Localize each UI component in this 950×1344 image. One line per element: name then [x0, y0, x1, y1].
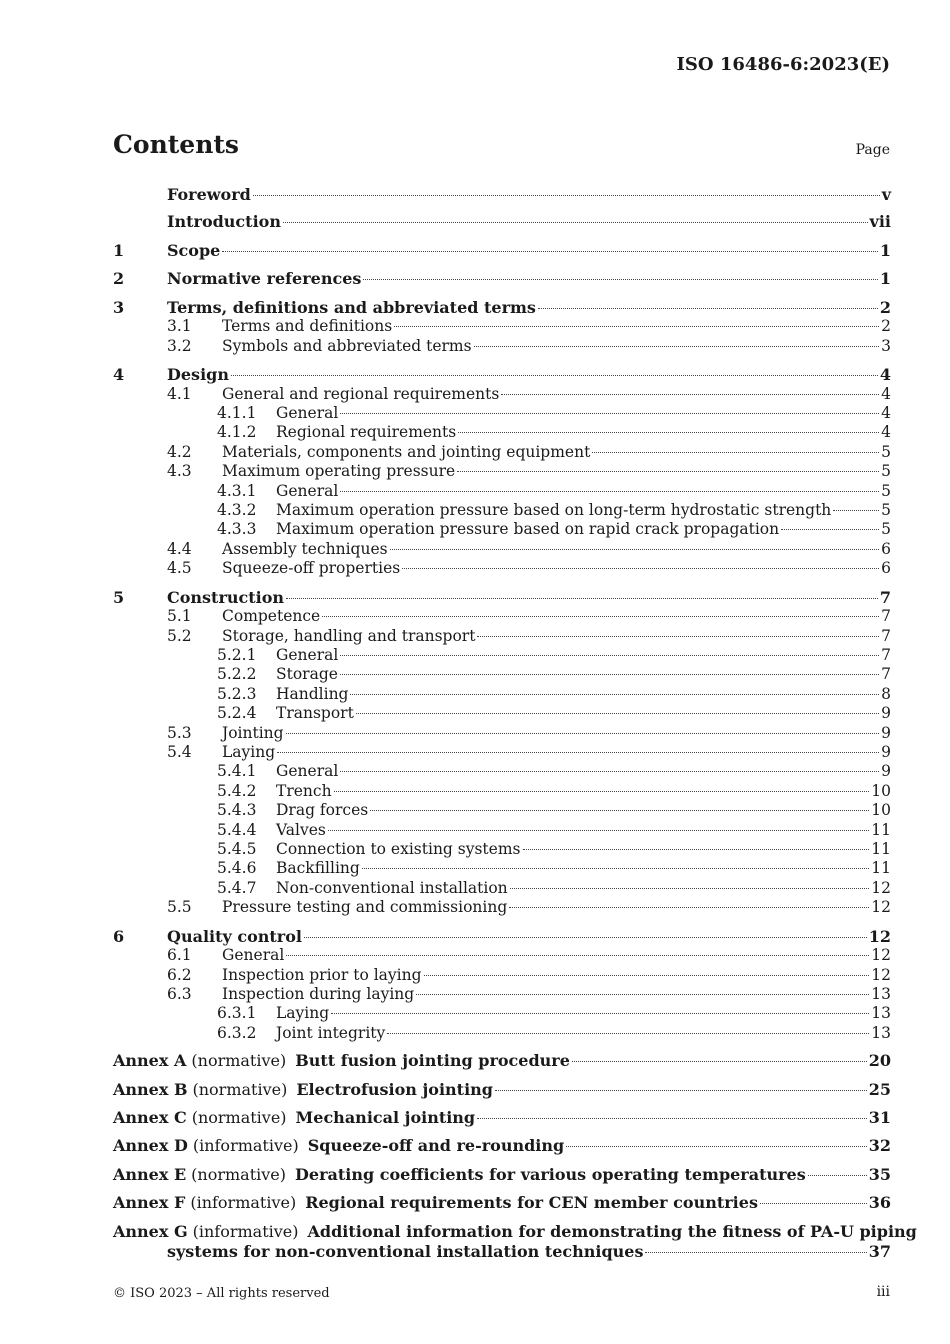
annex-title: Squeeze-off and re-rounding — [307, 1136, 565, 1156]
annex-page: 36 — [868, 1193, 891, 1213]
toc-entry-page: 5 — [881, 520, 891, 539]
toc-entry[interactable] — [113, 462, 891, 481]
toc-entry-title: Scope — [167, 240, 221, 260]
toc-entry-number: 5.2.2 — [217, 665, 257, 684]
toc-entry-title: Inspection prior to laying — [222, 965, 422, 984]
annex-label: Annex D — [113, 1136, 188, 1156]
toc-entry[interactable] — [113, 724, 891, 743]
toc-entry-number: 4.1.1 — [217, 404, 257, 423]
toc-entry-page: 9 — [881, 704, 891, 723]
toc-entry-title: Normative references — [167, 269, 362, 289]
toc-entry-page: 3 — [881, 336, 891, 355]
toc-entry-title: Valves — [276, 820, 326, 839]
toc-entry-title: General — [276, 481, 339, 500]
annex-page: 32 — [868, 1136, 891, 1156]
toc-entry-number: 2 — [113, 269, 125, 289]
toc-entry-page: 13 — [871, 1023, 891, 1042]
toc-entry-title: Design — [167, 365, 229, 385]
annex-second-line — [113, 1242, 891, 1262]
toc-entry-number: 5.5 — [167, 898, 192, 917]
toc-entry[interactable] — [113, 317, 891, 336]
dot-leader — [402, 568, 879, 569]
dot-leader — [322, 616, 879, 617]
toc-entry-number: 5.2 — [167, 626, 192, 645]
toc-entry-number: 6.3 — [167, 985, 192, 1003]
toc-entry-title: Foreword — [167, 185, 251, 204]
toc-entry-number: 4.2 — [167, 442, 192, 461]
toc-entry-page: 12 — [871, 898, 891, 917]
toc-entry-title: General — [276, 646, 339, 664]
annex-title: Butt fusion jointing procedure — [295, 1051, 570, 1071]
toc-entry-title: Drag forces — [276, 801, 369, 820]
toc-entry-title: Trench — [276, 781, 332, 800]
annex-label: Annex C — [113, 1108, 187, 1128]
dot-leader — [350, 694, 879, 695]
toc-entry-number: 6 — [113, 926, 125, 946]
dot-leader — [277, 752, 879, 753]
annex-entry[interactable] — [113, 1136, 891, 1155]
toc-entry-page: 7 — [881, 646, 891, 664]
toc-entry-page: 10 — [871, 781, 891, 800]
annex-label: Annex B — [113, 1079, 188, 1099]
toc-entry[interactable] — [113, 404, 891, 423]
toc-entry[interactable] — [113, 365, 891, 384]
toc-entry-page: 5 — [881, 442, 891, 461]
toc-entry-page: 2 — [879, 297, 891, 317]
toc-entry[interactable] — [113, 685, 891, 704]
toc-entry[interactable] — [113, 782, 891, 801]
annex-entry[interactable] — [113, 1080, 891, 1099]
toc-entry-page: 10 — [871, 801, 891, 820]
annex-type: (normative) — [191, 1051, 287, 1071]
toc-entry[interactable] — [113, 520, 891, 539]
toc-entry-page: 13 — [871, 985, 891, 1003]
toc-entry-number: 6.1 — [167, 946, 192, 965]
toc-entry-number: 4.1 — [167, 384, 192, 403]
dot-leader — [370, 810, 869, 811]
toc-entry-number: 5.4.2 — [217, 781, 257, 800]
toc-entry-page: 4 — [881, 384, 891, 403]
annex-entry[interactable] — [113, 1165, 891, 1184]
dot-leader — [457, 471, 879, 472]
toc-entry-number: 1 — [113, 240, 125, 260]
dot-leader — [340, 491, 879, 492]
toc-entry[interactable] — [113, 269, 891, 288]
toc-entry-page: 7 — [879, 587, 891, 607]
dot-leader — [387, 1033, 869, 1034]
toc-entry-number: 6.3.1 — [217, 1004, 257, 1023]
toc-entry[interactable] — [113, 443, 891, 462]
toc-entry-title: Backfilling — [276, 859, 360, 878]
annex-title: Additional information for demonstrating the fitness of PA-U piping — [307, 1221, 917, 1241]
dot-leader — [334, 791, 870, 792]
dot-leader — [283, 222, 868, 223]
toc-entry-title: General — [276, 762, 339, 781]
toc-entry-title: Joint integrity — [276, 1023, 386, 1042]
toc-entry-title: General — [276, 404, 339, 423]
toc-entry[interactable] — [113, 540, 891, 559]
annex-title: Derating coefficients for various operating temperatures — [295, 1164, 806, 1184]
toc-entry-number: 4.3.1 — [217, 481, 257, 500]
toc-entry-title: Storage — [276, 665, 338, 684]
toc-entry-page: 5 — [881, 501, 891, 520]
toc-entry-title: Terms, definitions and abbreviated terms — [167, 297, 536, 317]
dot-leader — [808, 1175, 867, 1176]
annex-type: (normative) — [191, 1164, 287, 1184]
toc-entry-page: 9 — [881, 762, 891, 781]
toc-entry-number: 4.3.2 — [217, 501, 257, 520]
toc-entry[interactable] — [113, 627, 891, 646]
annex-type: (informative) — [190, 1193, 297, 1213]
toc-entry-number: 5.4.6 — [217, 859, 257, 878]
toc-entry-number: 5.2.3 — [217, 684, 257, 703]
toc-entry-number: 4.3.3 — [217, 520, 257, 539]
toc-entry-number: 3 — [113, 297, 125, 317]
toc-entry-number: 3.1 — [167, 317, 192, 336]
toc-entry-title: Laying — [276, 1004, 330, 1023]
toc-entry-page: 4 — [881, 404, 891, 423]
dot-leader — [328, 830, 869, 831]
toc-entry[interactable] — [113, 898, 891, 917]
dot-leader — [362, 868, 869, 869]
toc-entry-page: 9 — [881, 723, 891, 742]
toc-entry-page: 1 — [879, 269, 891, 289]
toc-entry-title: Terms and definitions — [222, 317, 393, 336]
toc-entry-title: Pressure testing and commissioning — [222, 898, 508, 917]
annex-type: (informative) — [192, 1221, 299, 1241]
toc-entry[interactable] — [113, 1024, 891, 1043]
annex-type: (normative) — [191, 1108, 287, 1128]
dot-leader — [566, 1146, 867, 1147]
annex-title: Regional requirements for CEN member countries — [305, 1193, 758, 1213]
annex-label: Annex F — [113, 1193, 186, 1213]
toc-entry[interactable] — [113, 385, 891, 404]
toc-entry-number: 4.4 — [167, 539, 192, 558]
dot-leader — [416, 994, 869, 995]
toc-entry[interactable] — [113, 501, 891, 520]
toc-entry-page: 7 — [881, 626, 891, 645]
dot-leader — [645, 1252, 866, 1253]
toc-entry-page: 6 — [881, 539, 891, 558]
dot-leader — [286, 955, 869, 956]
toc-entry-title: Competence — [222, 607, 321, 626]
toc-entry[interactable] — [113, 482, 891, 501]
toc-entry-title: Laying — [222, 743, 276, 762]
toc-entry[interactable] — [113, 821, 891, 840]
toc-entry[interactable] — [113, 762, 891, 781]
toc-entry-title: Storage, handling and transport — [222, 626, 476, 645]
toc-entry-page: 11 — [871, 859, 891, 878]
toc-entry-number: 5.4.1 — [217, 762, 257, 781]
toc-entry-page: 5 — [881, 462, 891, 481]
toc-entry-title: Materials, components and jointing equipment — [222, 442, 591, 461]
annex-page: 31 — [868, 1108, 891, 1128]
toc-entry[interactable] — [113, 879, 891, 898]
toc-entry-number: 5.3 — [167, 723, 192, 742]
annex-entry[interactable] — [113, 1051, 891, 1070]
toc-entry-page: 12 — [871, 965, 891, 984]
dot-leader — [390, 549, 880, 550]
dot-leader — [340, 413, 879, 414]
toc-entry-number: 5.4 — [167, 743, 192, 762]
copyright-notice: © ISO 2023 – All rights reserved — [113, 1286, 330, 1301]
dot-leader — [501, 394, 879, 395]
annex-label: Annex E — [113, 1164, 187, 1184]
toc-entry-title: Introduction — [167, 212, 281, 232]
dot-leader — [592, 452, 879, 453]
page-number: iii — [876, 1284, 890, 1300]
annex-title-continued: systems for non-conventional installation techniques — [167, 1241, 644, 1261]
dot-leader — [477, 1118, 867, 1119]
toc-entry-number: 5.4.5 — [217, 840, 257, 859]
toc-entry-title: Regional requirements — [276, 423, 457, 442]
dot-leader — [781, 529, 879, 530]
dot-leader — [424, 975, 870, 976]
dot-leader — [833, 510, 879, 511]
toc-entry-page: v — [881, 185, 891, 204]
annex-entry[interactable] — [113, 1193, 891, 1212]
toc-entry[interactable] — [113, 966, 891, 985]
toc-entry[interactable] — [113, 665, 891, 684]
toc-entry-title: Symbols and abbreviated terms — [222, 336, 472, 355]
document-id: ISO 16486-6:2023(E) — [676, 54, 890, 75]
toc-entry-title: General and regional requirements — [222, 384, 500, 403]
annex-title: Mechanical jointing — [295, 1108, 476, 1128]
toc-entry-page: 1 — [879, 240, 891, 260]
toc-entry-title: Jointing — [222, 723, 284, 742]
dot-leader — [340, 674, 879, 675]
toc-entry-title: Assembly techniques — [222, 539, 388, 558]
toc-entry-number: 6.3.2 — [217, 1023, 257, 1042]
toc-entry-page: 2 — [881, 317, 891, 336]
toc-entry[interactable] — [113, 241, 891, 260]
toc-entry[interactable] — [113, 212, 891, 231]
toc-entry[interactable] — [113, 743, 891, 762]
dot-leader — [477, 636, 879, 637]
toc-entry[interactable] — [113, 840, 891, 859]
toc-entry-page: 12 — [871, 946, 891, 965]
toc-entry[interactable] — [113, 559, 891, 578]
toc-entry-title: Quality control — [167, 926, 302, 946]
toc-entry[interactable] — [113, 801, 891, 820]
toc-entry[interactable] — [113, 1004, 891, 1023]
toc-entry-title: General — [222, 946, 285, 965]
dot-leader — [304, 937, 867, 938]
toc-entry-number: 3.2 — [167, 336, 192, 355]
toc-entry-page: 5 — [881, 481, 891, 500]
annex-page: 25 — [868, 1079, 891, 1099]
dot-leader — [509, 907, 869, 908]
dot-leader — [572, 1061, 867, 1062]
toc-entry-page: 4 — [881, 423, 891, 442]
toc-entry-number: 5 — [113, 587, 125, 607]
toc-entry-page: 6 — [881, 559, 891, 578]
dot-leader — [286, 733, 880, 734]
toc-entry-title: Transport — [276, 704, 354, 723]
toc-entry-title: Maximum operation pressure based on long-term hydrostatic strength — [276, 501, 832, 520]
toc-entry[interactable] — [113, 985, 891, 1004]
toc-entry-page: 13 — [871, 1004, 891, 1023]
toc-entry[interactable] — [113, 588, 891, 607]
toc-entry[interactable] — [113, 704, 891, 723]
dot-leader — [760, 1203, 867, 1204]
dot-leader — [523, 849, 870, 850]
table-of-contents — [113, 185, 917, 1262]
dot-leader — [340, 771, 879, 772]
annex-label: Annex G — [113, 1221, 188, 1241]
dot-leader — [363, 279, 877, 280]
toc-entry-number: 4.3 — [167, 462, 192, 481]
toc-entry-number: 5.1 — [167, 607, 192, 626]
annex-title: Electrofusion jointing — [296, 1079, 493, 1099]
toc-entry-number: 6.2 — [167, 965, 192, 984]
toc-entry-page: 7 — [881, 665, 891, 684]
dot-leader — [331, 1013, 869, 1014]
toc-entry-page: 12 — [868, 926, 891, 946]
toc-entry-title: Construction — [167, 587, 285, 607]
page-column-label: Page — [855, 142, 890, 158]
toc-entry-page: 11 — [871, 840, 891, 859]
toc-entry-page: 9 — [881, 743, 891, 762]
toc-entry-number: 5.4.7 — [217, 878, 257, 897]
page-title: Contents — [113, 130, 240, 159]
toc-entry-page: 8 — [881, 684, 891, 703]
toc-entry-title: Maximum operating pressure — [222, 462, 456, 481]
annex-page: 20 — [868, 1051, 891, 1071]
toc-entry[interactable] — [113, 298, 891, 317]
dot-leader — [340, 655, 879, 656]
toc-entry-number: 5.2.1 — [217, 646, 257, 664]
toc-entry-page: 7 — [881, 607, 891, 626]
toc-entry-number: 4.5 — [167, 559, 192, 578]
toc-entry[interactable] — [113, 646, 891, 665]
toc-entry-number: 5.4.3 — [217, 801, 257, 820]
toc-entry-number: 5.2.4 — [217, 704, 257, 723]
toc-entry-page: vii — [869, 212, 891, 232]
toc-entry-title: Handling — [276, 684, 349, 703]
annex-page: 35 — [868, 1164, 891, 1184]
dot-leader — [253, 195, 880, 196]
toc-entry-number: 4 — [113, 365, 125, 385]
toc-entry[interactable] — [113, 927, 891, 946]
dot-leader — [356, 713, 879, 714]
annex-page: 37 — [868, 1241, 891, 1261]
annex-label: Annex A — [113, 1051, 187, 1071]
toc-entry[interactable] — [113, 185, 891, 204]
dot-leader — [458, 432, 879, 433]
toc-entry-title: Connection to existing systems — [276, 840, 521, 859]
dot-leader — [231, 375, 878, 376]
toc-entry[interactable] — [113, 423, 891, 442]
toc-entry[interactable] — [113, 337, 891, 356]
dot-leader — [394, 326, 879, 327]
toc-entry-page: 11 — [871, 820, 891, 839]
toc-entry-title: Maximum operation pressure based on rapid crack propagation — [276, 520, 780, 539]
annex-entry[interactable] — [113, 1221, 917, 1262]
toc-entry-number: 4.1.2 — [217, 423, 257, 442]
toc-entry[interactable] — [113, 946, 891, 965]
dot-leader — [510, 888, 870, 889]
toc-entry-number: 5.4.4 — [217, 820, 257, 839]
annex-entry[interactable] — [113, 1108, 891, 1127]
annex-first-line — [113, 1221, 917, 1242]
toc-entry-title: Squeeze-off properties — [222, 559, 401, 578]
toc-entry-title: Inspection during laying — [222, 985, 415, 1003]
dot-leader — [495, 1090, 867, 1091]
toc-entry[interactable] — [113, 607, 891, 626]
annex-type: (informative) — [192, 1136, 299, 1156]
dot-leader — [222, 251, 878, 252]
annex-type: (normative) — [192, 1079, 288, 1099]
toc-entry-page: 4 — [879, 365, 891, 385]
dot-leader — [538, 308, 878, 309]
dot-leader — [286, 598, 878, 599]
dot-leader — [474, 346, 880, 347]
toc-entry-page: 12 — [871, 878, 891, 897]
toc-entry[interactable] — [113, 859, 891, 878]
toc-entry-title: Non-conventional installation — [276, 878, 508, 897]
